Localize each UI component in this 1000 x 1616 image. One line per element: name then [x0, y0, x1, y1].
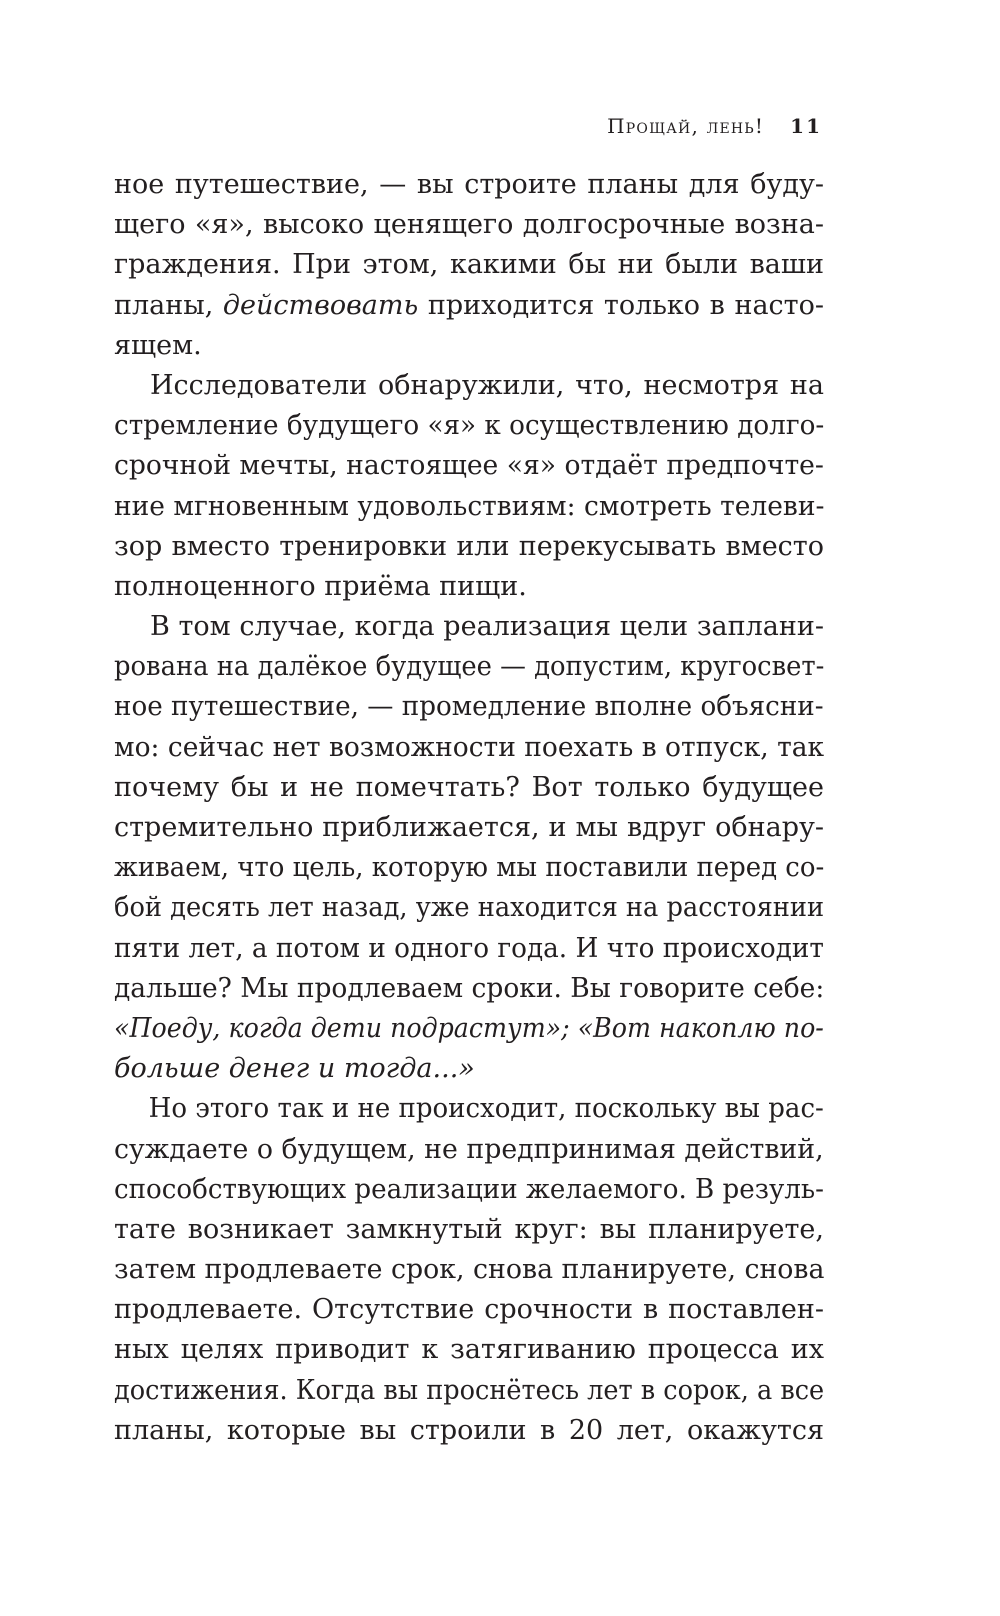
text-line: бой десять лет назад, уже находится на расстоянии: [114, 892, 825, 924]
text-line: ное путешествие, — вы строите планы для буду-: [114, 169, 824, 200]
text-line: пяти лет, а потом и одного года. И что происходит: [114, 932, 824, 964]
text-line: зор вместо тренировки или перекусывать вместо: [114, 530, 824, 562]
page-number: 11: [790, 114, 822, 138]
text-line: ных целях приводит к затягиванию процесса их: [114, 1334, 824, 1366]
book-page: [114, 0, 824, 1616]
text-line: [114, 1049, 824, 1089]
text-line: стремление будущего «я» к осуществлению долго-: [114, 410, 825, 442]
text-line: граждения. При этом, какими бы ни были ваши: [114, 249, 824, 281]
italic-text-run: больше денег и тогда...»: [114, 1053, 475, 1085]
running-header: [607, 114, 822, 138]
italic-text-run: действовать: [222, 289, 419, 321]
text-line: способствующих реализации желаемого. В резуль-: [114, 1173, 824, 1205]
text-line: Исследователи обнаружили, что, несмотря на: [150, 369, 824, 401]
text-line: планы, которые вы строили в 20 лет, окажутся: [114, 1414, 824, 1446]
text-line: стремительно приближается, и мы вдруг обнару-: [114, 812, 824, 843]
running-header-title: Прощай, лень!: [607, 114, 765, 138]
text-line: ное путешествие, — промедление вполне объясни-: [114, 691, 824, 723]
text-line: Но этого так и не происходит, поскольку вы рас-: [148, 1093, 824, 1125]
text-line: затем продлеваете срок, снова планируете, снова: [114, 1254, 825, 1286]
text-line: [114, 1009, 824, 1049]
text-line: рована на далёкое будущее — допустим, кругосвет-: [114, 651, 825, 683]
text-run: приходится только в насто-: [418, 289, 824, 321]
text-line: В том случае, когда реализация цели заплани-: [150, 611, 824, 643]
text-line: щего «я», высоко ценящего долгосрочные возна-: [114, 209, 824, 241]
text-line: ящем.: [114, 329, 202, 361]
text-line: [114, 286, 824, 326]
text-line: живаем, что цель, которую мы поставили перед со-: [114, 852, 825, 884]
text-run: планы,: [114, 289, 223, 321]
text-line: ние мгновенным удовольствиям: смотреть телеви-: [114, 490, 825, 522]
text-line: тате возникает замкнутый круг: вы планируете,: [114, 1213, 824, 1245]
text-line: продлеваете. Отсутствие срочности в поставлен-: [114, 1294, 824, 1326]
text-line: полноценного приёма пищи.: [114, 570, 527, 602]
text-line: суждаете о будущем, не предпринимая действий,: [114, 1133, 824, 1165]
text-line: дальше? Мы продлеваем сроки. Вы говорите себе:: [114, 972, 825, 1004]
text-line: почему бы и не помечтать? Вот только будущее: [114, 771, 824, 803]
text-line: мо: сейчас нет возможности поехать в отпуск, так: [114, 731, 825, 763]
text-line: срочной мечты, настоящее «я» отдаёт предпочте-: [114, 450, 824, 482]
body-text: [114, 165, 824, 1451]
italic-text-run: «Поеду, когда дети подрастут»; «Вот накоплю по-: [114, 1012, 824, 1044]
text-line: достижения. Когда вы проснётесь лет в сорок, а все: [114, 1374, 825, 1406]
